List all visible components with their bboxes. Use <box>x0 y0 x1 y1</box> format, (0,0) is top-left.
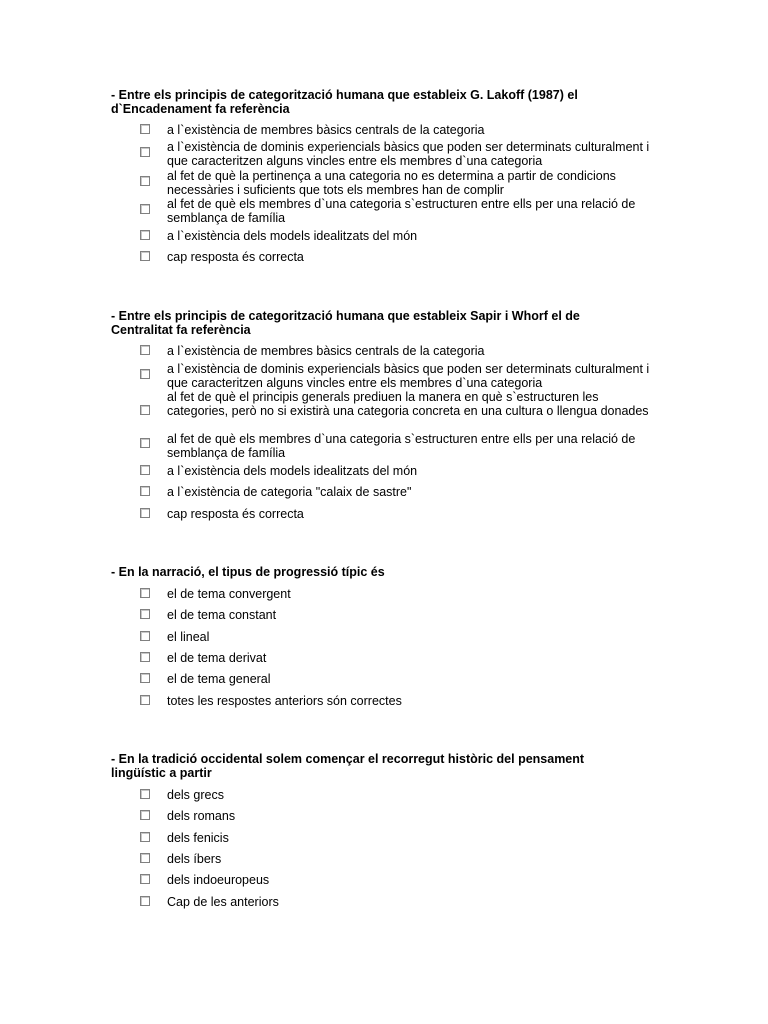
option-label: el de tema derivat <box>167 651 267 665</box>
checkbox-q4-opt6[interactable] <box>140 896 150 906</box>
question-title: - En la tradició occidental solem començar el recorregut històric del pensament lingüístic a partir <box>111 752 585 780</box>
checkbox-q2-opt2[interactable] <box>140 369 150 379</box>
checkbox-q2-opt7[interactable] <box>140 508 150 518</box>
checkbox-q2-opt6[interactable] <box>140 486 150 496</box>
option-label: a l`existència dels models idealitzats del món <box>167 464 418 478</box>
checkbox-q4-opt4[interactable] <box>140 853 150 863</box>
option-label: el de tema constant <box>167 608 277 622</box>
checkbox-q4-opt3[interactable] <box>140 832 150 842</box>
option-label: dels íbers <box>167 852 222 866</box>
checkbox-q3-opt5[interactable] <box>140 673 150 683</box>
option-label: al fet de què els membres d`una categoria s`estructuren entre ells per una relació de semblança de família <box>167 432 636 460</box>
option-label: dels fenicis <box>167 831 229 845</box>
option-label: al fet de què els membres d`una categoria s`estructuren entre ells per una relació de semblança de família <box>167 197 636 225</box>
option-label: dels indoeuropeus <box>167 873 270 887</box>
checkbox-q3-opt2[interactable] <box>140 609 150 619</box>
checkbox-q4-opt1[interactable] <box>140 789 150 799</box>
option-label: dels grecs <box>167 788 224 802</box>
option-label: el de tema convergent <box>167 587 291 601</box>
option-label: a l`existència dels models idealitzats del món <box>167 229 418 243</box>
option-label: al fet de què la pertinença a una categoria no es determina a partir de condicions necessàries i suficients que tots els membres han de complir <box>167 169 616 197</box>
checkbox-q2-opt3[interactable] <box>140 405 150 415</box>
option-label: cap resposta és correcta <box>167 250 304 264</box>
option-label: el de tema general <box>167 672 271 686</box>
checkbox-q4-opt5[interactable] <box>140 874 150 884</box>
question-4 <box>111 752 631 780</box>
option-label: cap resposta és correcta <box>167 507 304 521</box>
checkbox-q1-opt6[interactable] <box>140 251 150 261</box>
checkbox-q1-opt3[interactable] <box>140 176 150 186</box>
question-3 <box>111 565 631 579</box>
option-label: a l`existència de categoria "calaix de sastre" <box>167 485 412 499</box>
option-label: a l`existència de dominis experiencials bàsics que poden ser determinats culturalment i que caracteritzen alguns vincles entre els membres d`una categoria <box>167 362 650 390</box>
checkbox-q3-opt6[interactable] <box>140 695 150 705</box>
checkbox-q3-opt1[interactable] <box>140 588 150 598</box>
checkbox-q2-opt1[interactable] <box>140 345 150 355</box>
option-label: el lineal <box>167 630 210 644</box>
option-label: a l`existència de membres bàsics centrals de la categoria <box>167 344 485 358</box>
question-2 <box>111 309 631 337</box>
checkbox-q2-opt5[interactable] <box>140 465 150 475</box>
question-title: - Entre els principis de categorització humana que estableix Sapir i Whorf el de Centralitat fa referència <box>111 309 580 337</box>
option-label: totes les respostes anteriors són correctes <box>167 694 402 708</box>
option-label: al fet de què el principis generals prediuen la manera en què s`estructuren les categories, però no si existirà una categoria concreta en una cultura o llengua donades <box>167 390 649 418</box>
checkbox-q1-opt4[interactable] <box>140 204 150 214</box>
option-label: dels romans <box>167 809 236 823</box>
question-title: - Entre els principis de categorització humana que estableix G. Lakoff (1987) el d`Encadenament fa referència <box>111 88 578 116</box>
option-label: a l`existència de dominis experiencials bàsics que poden ser determinats culturalment i que caracteritzen alguns vincles entre els membres d`una categoria <box>167 140 650 168</box>
checkbox-q1-opt1[interactable] <box>140 124 150 134</box>
checkbox-q3-opt3[interactable] <box>140 631 150 641</box>
checkbox-q1-opt2[interactable] <box>140 147 150 157</box>
option-label: Cap de les anteriors <box>167 895 279 909</box>
checkbox-q2-opt4[interactable] <box>140 438 150 448</box>
question-1 <box>111 88 631 116</box>
checkbox-q1-opt5[interactable] <box>140 230 150 240</box>
checkbox-q4-opt2[interactable] <box>140 810 150 820</box>
question-title: - En la narració, el tipus de progressió típic és <box>111 565 385 579</box>
checkbox-q3-opt4[interactable] <box>140 652 150 662</box>
option-label: a l`existència de membres bàsics centrals de la categoria <box>167 123 485 137</box>
